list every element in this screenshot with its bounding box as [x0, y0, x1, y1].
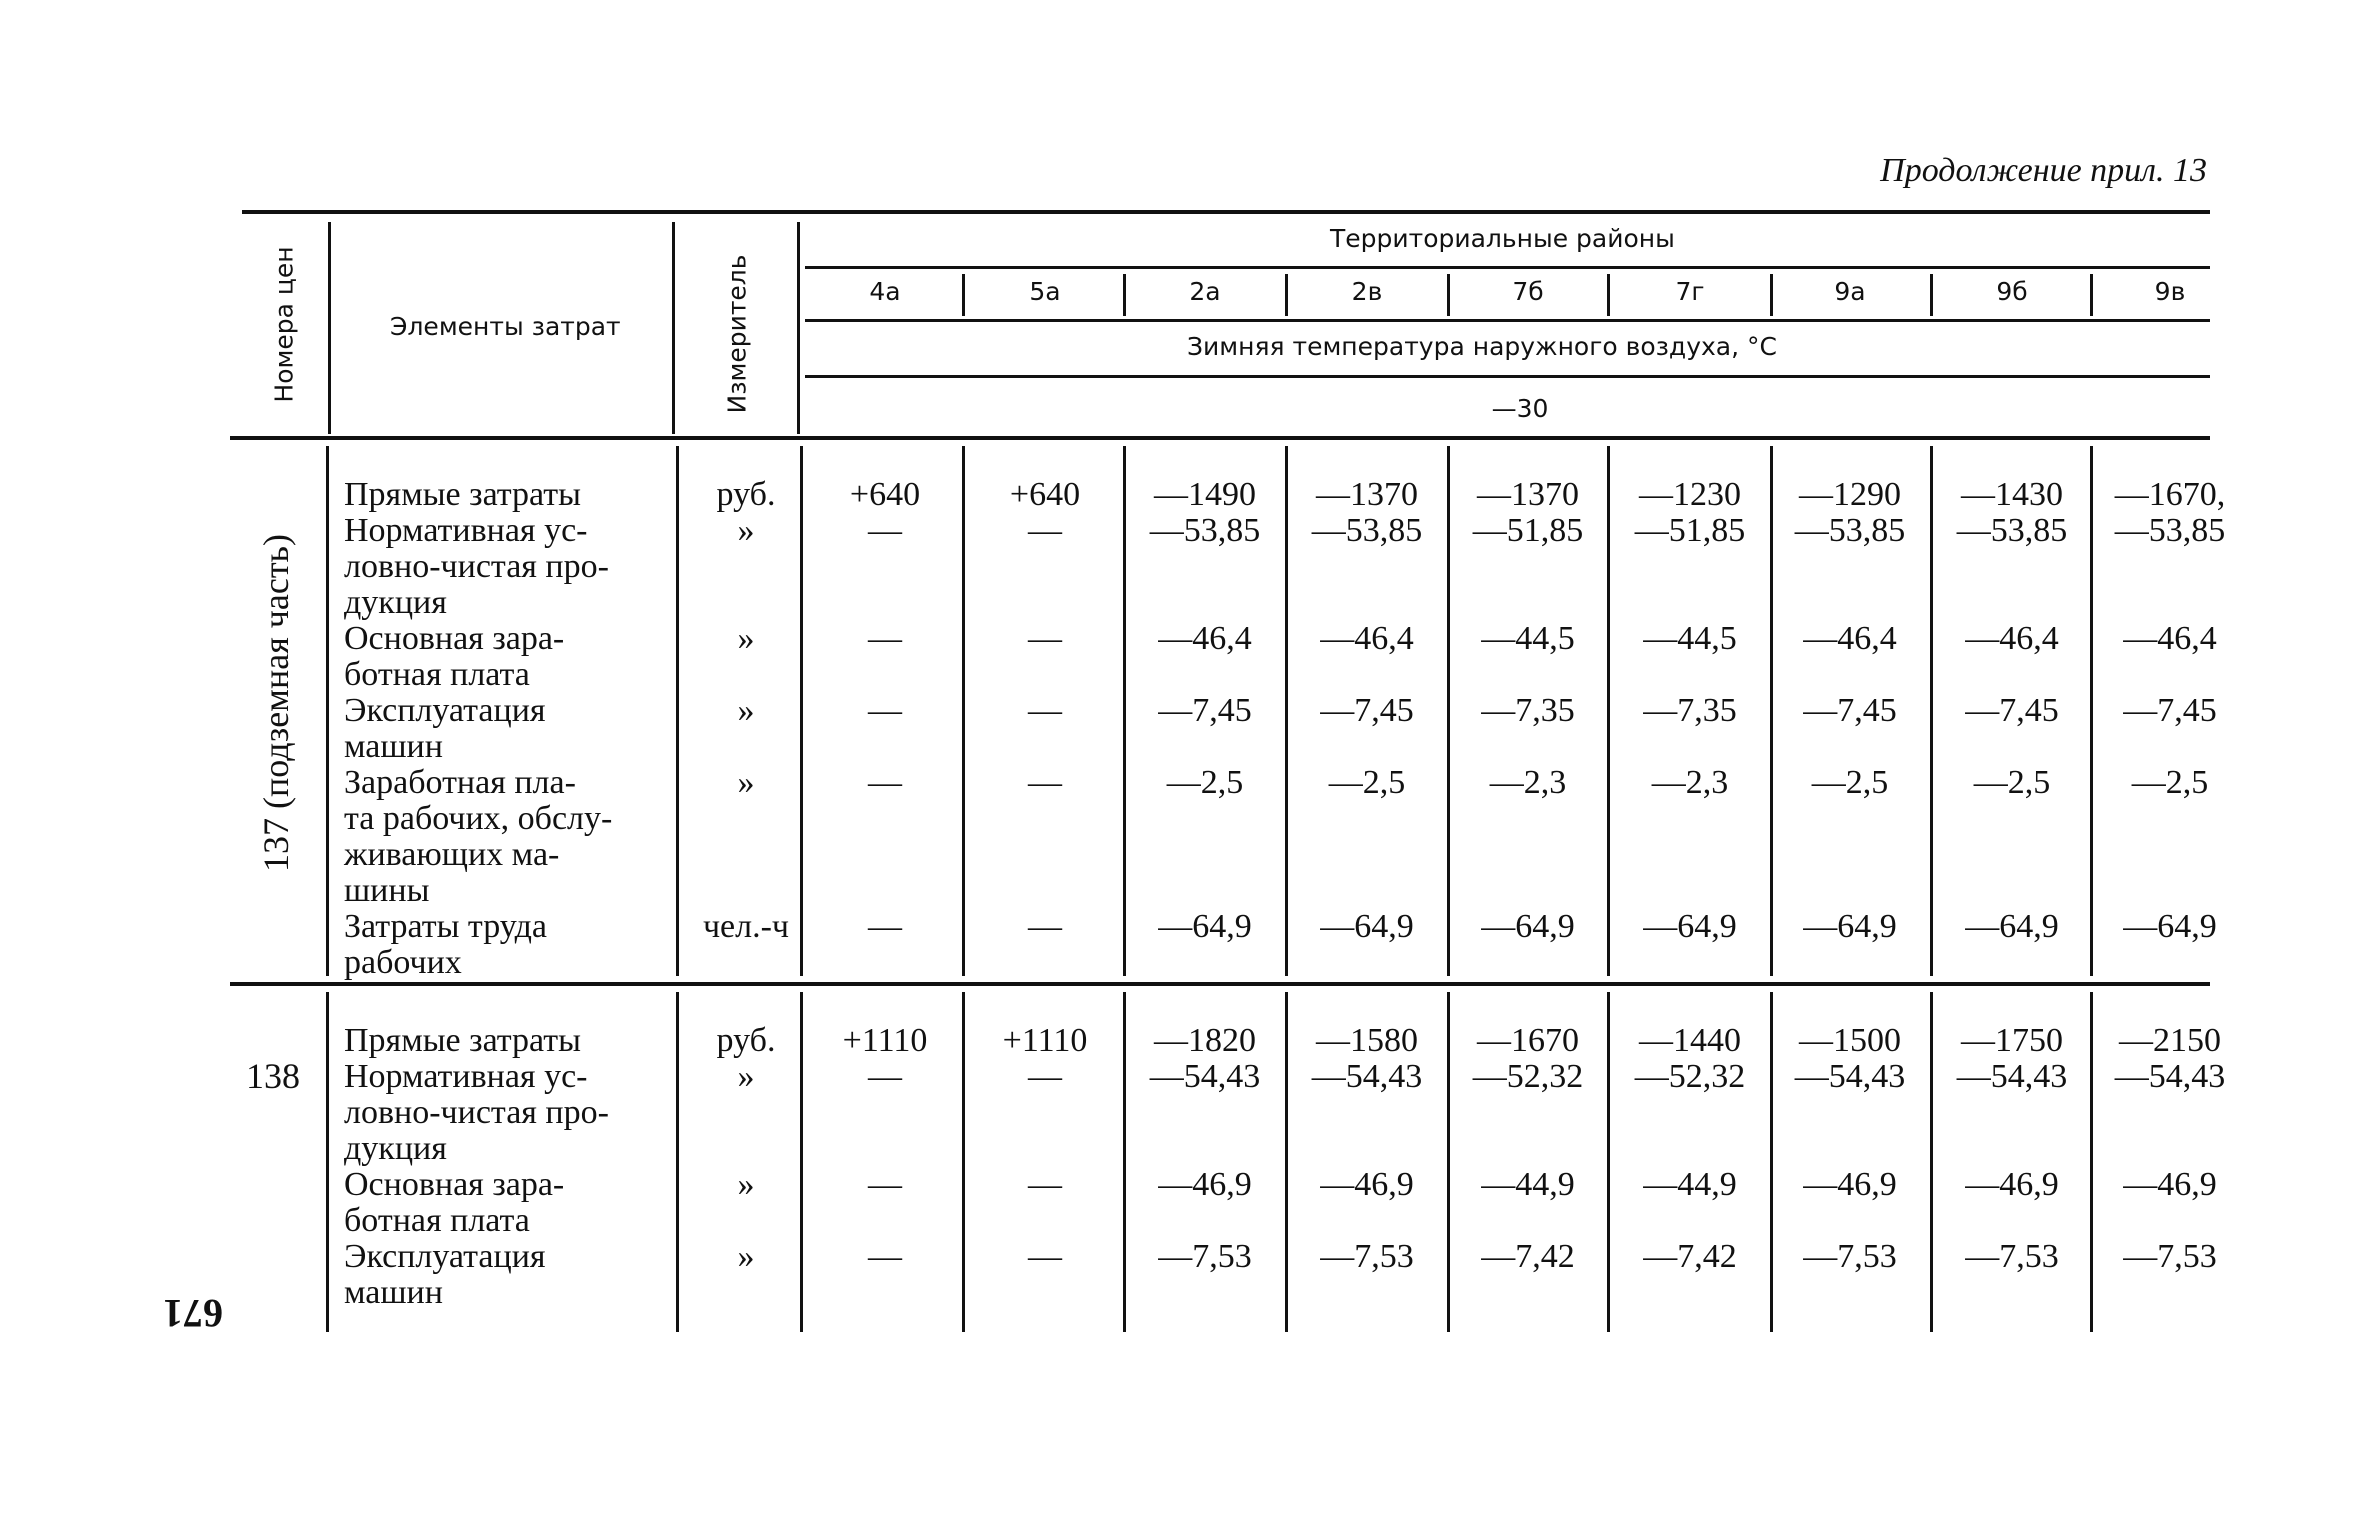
value-cell-2в: —7,45 — [1320, 692, 1414, 729]
header-bottom-rule — [230, 436, 2210, 440]
value-cell-9а: —64,9 — [1803, 908, 1897, 945]
value-cell-9в: —2150 — [2119, 1022, 2221, 1059]
body-vrule-s2-2 — [800, 992, 803, 1332]
value-cell-9б: —46,4 — [1965, 620, 2059, 657]
cost-element-line: ботная плата — [344, 656, 530, 693]
value-cell-7б: —44,5 — [1481, 620, 1575, 657]
value-cell-7г: —1440 — [1639, 1022, 1741, 1059]
continuation-caption: Продолжение прил. 13 — [1880, 152, 2207, 189]
value-cell-9а: —1500 — [1799, 1022, 1901, 1059]
value-cell-5а: — — [1028, 512, 1062, 549]
region-separator-3 — [1285, 274, 1288, 316]
cost-element-label — [344, 765, 612, 909]
body-vrule-s2-6 — [1447, 992, 1450, 1332]
region-codes-underline — [805, 319, 2210, 322]
body-vrule-elements-s2 — [326, 992, 329, 1332]
cost-element-label — [344, 1167, 564, 1239]
value-cell-9в: —64,9 — [2123, 908, 2217, 945]
cost-element-label — [344, 1239, 546, 1311]
temperature-underline — [805, 375, 2210, 378]
value-cell-9в: —2,5 — [2131, 764, 2209, 801]
value-cell-4а: — — [868, 1238, 902, 1275]
cost-element-line: Нормативная ус- — [344, 1058, 588, 1095]
region-separator-5 — [1607, 274, 1610, 316]
elements-header: Элементы затрат — [390, 312, 621, 341]
region-separator-6 — [1770, 274, 1773, 316]
region-code-2: 5а — [1029, 277, 1061, 306]
value-cell-4а: — — [868, 764, 902, 801]
table-top-rule — [242, 210, 2210, 214]
value-cell-2а: —2,5 — [1166, 764, 1244, 801]
value-cell-7г: —64,9 — [1643, 908, 1737, 945]
unit-cell: » — [737, 692, 755, 729]
value-cell-9а: —2,5 — [1811, 764, 1889, 801]
value-cell-4а: — — [868, 692, 902, 729]
cost-element-line: Эксплуатация — [344, 692, 546, 729]
value-cell-5а: — — [1028, 1166, 1062, 1203]
value-cell-9в: —7,53 — [2123, 1238, 2217, 1275]
value-cell-2а: —1820 — [1154, 1022, 1256, 1059]
value-cell-9в: —54,43 — [2114, 1058, 2226, 1095]
unit-cell: » — [737, 764, 755, 801]
value-cell-9а: —7,53 — [1803, 1238, 1897, 1275]
region-separator-4 — [1447, 274, 1450, 316]
body-vrule-s1-2 — [800, 446, 803, 976]
cost-element-line: Эксплуатация — [344, 1238, 546, 1275]
regions-underline — [805, 266, 2210, 269]
value-cell-9а: —46,4 — [1803, 620, 1897, 657]
price-numbers-header: Номера цен — [269, 246, 299, 403]
body-vrule-s2-4 — [1123, 992, 1126, 1332]
value-cell-2в: —54,43 — [1311, 1058, 1423, 1095]
cost-element-label — [344, 693, 546, 765]
value-cell-9а: —1290 — [1799, 476, 1901, 513]
body-vrule-s1-3 — [962, 446, 965, 976]
cost-element-line: шины — [344, 872, 430, 909]
value-cell-9б: —2,5 — [1973, 764, 2051, 801]
value-cell-9в: —46,4 — [2123, 620, 2217, 657]
header-vrule-1 — [328, 222, 331, 434]
body-vrule-elements-s1 — [326, 446, 329, 976]
unit-cell: чел.-ч — [702, 908, 790, 945]
region-code-6: 7г — [1675, 277, 1705, 306]
value-cell-9б: —7,45 — [1965, 692, 2059, 729]
region-code-3: 2а — [1189, 277, 1221, 306]
value-cell-7г: —44,5 — [1643, 620, 1737, 657]
value-cell-9а: —7,45 — [1803, 692, 1897, 729]
cost-element-label — [344, 909, 547, 981]
value-cell-7г: —1230 — [1639, 476, 1741, 513]
value-cell-4а: — — [868, 620, 902, 657]
value-cell-2а: —64,9 — [1158, 908, 1252, 945]
section-divider-rule — [230, 982, 2210, 986]
body-vrule-s1-7 — [1607, 446, 1610, 976]
value-cell-9б: —54,43 — [1956, 1058, 2068, 1095]
cost-element-line: дукция — [344, 584, 447, 621]
value-cell-7б: —7,35 — [1481, 692, 1575, 729]
header-vrule-3 — [797, 222, 800, 434]
cost-element-line: та рабочих, обслу- — [344, 800, 613, 837]
value-cell-7г: —7,35 — [1643, 692, 1737, 729]
unit-cell: руб. — [716, 1022, 776, 1059]
value-cell-9б: —64,9 — [1965, 908, 2059, 945]
region-code-4: 2в — [1351, 277, 1383, 306]
regions-header: Территориальные районы — [1330, 224, 1675, 253]
value-cell-9б: —46,9 — [1965, 1166, 2059, 1203]
value-cell-2в: —46,4 — [1320, 620, 1414, 657]
body-vrule-s1-9 — [1930, 446, 1933, 976]
value-cell-5а: — — [1028, 692, 1062, 729]
value-cell-2в: —1580 — [1316, 1022, 1418, 1059]
value-cell-7б: —52,32 — [1472, 1058, 1584, 1095]
cost-element-line: машин — [344, 1274, 443, 1311]
cost-element-label — [344, 621, 564, 693]
body-vrule-s2-9 — [1930, 992, 1933, 1332]
header-vrule-2 — [672, 222, 675, 434]
value-cell-9б: —7,53 — [1965, 1238, 2059, 1275]
body-vrule-s1-5 — [1285, 446, 1288, 976]
unit-cell: руб. — [716, 476, 776, 513]
value-cell-7б: —7,42 — [1481, 1238, 1575, 1275]
value-cell-2в: —53,85 — [1311, 512, 1423, 549]
value-cell-5а: — — [1028, 620, 1062, 657]
value-cell-9б: —53,85 — [1956, 512, 2068, 549]
value-cell-5а: — — [1028, 764, 1062, 801]
value-cell-9в: —1670, — [2114, 476, 2226, 513]
value-cell-5а: +640 — [1009, 476, 1081, 513]
value-cell-2а: —54,43 — [1149, 1058, 1261, 1095]
value-cell-7б: —51,85 — [1472, 512, 1584, 549]
region-code-5: 7б — [1512, 277, 1544, 306]
cost-element-label — [344, 1059, 609, 1167]
value-cell-7г: —44,9 — [1643, 1166, 1737, 1203]
body-vrule-s1-6 — [1447, 446, 1450, 976]
value-cell-2в: —7,53 — [1320, 1238, 1414, 1275]
value-cell-9а: —54,43 — [1794, 1058, 1906, 1095]
page-number: 671 — [163, 1291, 223, 1336]
unit-cell: » — [737, 620, 755, 657]
section-138-number: 138 — [246, 1056, 300, 1096]
value-cell-9а: —53,85 — [1794, 512, 1906, 549]
unit-header: Измеритель — [722, 254, 752, 414]
value-cell-9в: —7,45 — [2123, 692, 2217, 729]
unit-cell: » — [737, 1058, 755, 1095]
temperature-value: —30 — [1491, 394, 1549, 423]
cost-element-line: ботная плата — [344, 1202, 530, 1239]
section-137-number: 137 (подземная часть) — [256, 534, 296, 872]
body-vrule-s1-10 — [2090, 446, 2093, 976]
region-separator-8 — [2090, 274, 2093, 316]
temperature-header: Зимняя температура наружного воздуха, °С — [1187, 332, 1777, 361]
unit-cell: » — [737, 1166, 755, 1203]
body-vrule-s2-3 — [962, 992, 965, 1332]
unit-cell: » — [737, 1238, 755, 1275]
cost-element-line: машин — [344, 728, 443, 765]
value-cell-2а: —7,45 — [1158, 692, 1252, 729]
value-cell-7г: —7,42 — [1643, 1238, 1737, 1275]
value-cell-7б: —1670 — [1477, 1022, 1579, 1059]
cost-element-label — [344, 1023, 581, 1059]
cost-element-line: Основная зара- — [344, 1166, 565, 1203]
value-cell-2а: —7,53 — [1158, 1238, 1252, 1275]
value-cell-4а: — — [868, 512, 902, 549]
region-separator-1 — [962, 274, 965, 316]
value-cell-2а: —53,85 — [1149, 512, 1261, 549]
region-code-1: 4а — [869, 277, 901, 306]
region-separator-7 — [1930, 274, 1933, 316]
value-cell-2в: —2,5 — [1328, 764, 1406, 801]
value-cell-7г: —52,32 — [1634, 1058, 1746, 1095]
region-code-7: 9а — [1834, 277, 1866, 306]
value-cell-2а: —46,9 — [1158, 1166, 1252, 1203]
value-cell-7г: —51,85 — [1634, 512, 1746, 549]
value-cell-4а: +1110 — [842, 1022, 928, 1059]
value-cell-9в: —46,9 — [2123, 1166, 2217, 1203]
body-vrule-s2-5 — [1285, 992, 1288, 1332]
cost-element-label — [344, 513, 609, 621]
cost-element-line: рабочих — [344, 944, 462, 981]
cost-element-label — [344, 477, 581, 513]
cost-element-line: ловно-чистая про- — [344, 548, 609, 585]
unit-cell: » — [737, 512, 755, 549]
body-vrule-s1-1 — [676, 446, 679, 976]
body-vrule-s1-4 — [1123, 446, 1126, 976]
value-cell-4а: — — [868, 1166, 902, 1203]
value-cell-5а: +1110 — [1002, 1022, 1088, 1059]
cost-element-line: Затраты труда — [344, 908, 548, 945]
region-code-9: 9в — [2154, 277, 2186, 306]
cost-element-line: Прямые затраты — [344, 1022, 581, 1059]
value-cell-9б: —1750 — [1961, 1022, 2063, 1059]
value-cell-4а: +640 — [849, 476, 921, 513]
cost-element-line: ловно-чистая про- — [344, 1094, 609, 1131]
value-cell-2в: —46,9 — [1320, 1166, 1414, 1203]
value-cell-9а: —46,9 — [1803, 1166, 1897, 1203]
cost-element-line: живающих ма- — [344, 836, 560, 873]
cost-element-line: Заработная пла- — [344, 764, 576, 801]
value-cell-2а: —46,4 — [1158, 620, 1252, 657]
value-cell-5а: — — [1028, 1238, 1062, 1275]
value-cell-5а: — — [1028, 1058, 1062, 1095]
value-cell-4а: — — [868, 908, 902, 945]
value-cell-2в: —64,9 — [1320, 908, 1414, 945]
value-cell-4а: — — [868, 1058, 902, 1095]
region-code-8: 9б — [1996, 277, 2028, 306]
body-vrule-s2-7 — [1607, 992, 1610, 1332]
value-cell-5а: — — [1028, 908, 1062, 945]
value-cell-2в: —1370 — [1316, 476, 1418, 513]
value-cell-9в: —53,85 — [2114, 512, 2226, 549]
cost-element-line: Прямые затраты — [344, 476, 581, 513]
cost-element-line: дукция — [344, 1130, 447, 1167]
cost-element-line: Нормативная ус- — [344, 512, 588, 549]
body-vrule-s1-8 — [1770, 446, 1773, 976]
region-separator-2 — [1123, 274, 1126, 316]
value-cell-7б: —1370 — [1477, 476, 1579, 513]
body-vrule-s2-1 — [676, 992, 679, 1332]
value-cell-7б: —64,9 — [1481, 908, 1575, 945]
value-cell-7б: —44,9 — [1481, 1166, 1575, 1203]
cost-element-line: Основная зара- — [344, 620, 565, 657]
value-cell-7б: —2,3 — [1489, 764, 1567, 801]
value-cell-9б: —1430 — [1961, 476, 2063, 513]
value-cell-7г: —2,3 — [1651, 764, 1729, 801]
body-vrule-s2-10 — [2090, 992, 2093, 1332]
body-vrule-s2-8 — [1770, 992, 1773, 1332]
value-cell-2а: —1490 — [1154, 476, 1256, 513]
